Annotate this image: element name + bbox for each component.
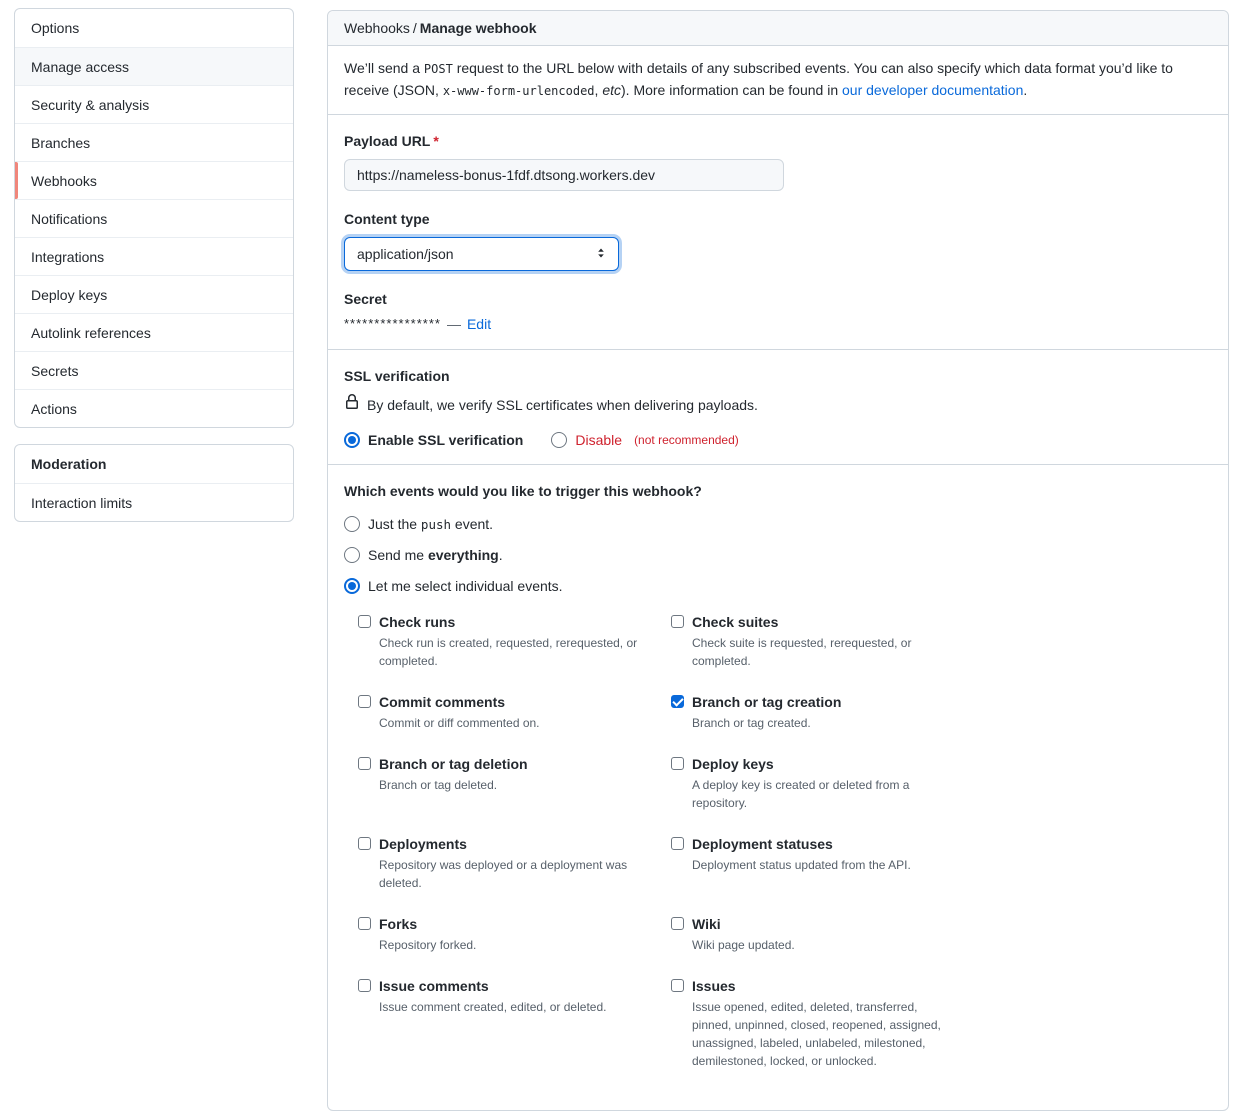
webhook-intro-text: We’ll send a POST request to the URL below with details of any subscribed events. You can also specify which data format you’d like to receive (JSON, x-www-form-urlencoded, etc). More information can be found in our developer documentation. xyxy=(344,60,1173,98)
forks-checkbox[interactable] xyxy=(358,917,371,930)
event-item-check-suites xyxy=(671,612,984,670)
events-option-everything[interactable] xyxy=(344,547,1212,563)
event-description: Issue comment created, edited, or deleted. xyxy=(379,1000,607,1014)
secret-value-row xyxy=(344,315,1212,333)
event-label[interactable]: Forks xyxy=(379,916,418,932)
event-label[interactable]: Check suites xyxy=(692,614,779,630)
moderation-nav-box xyxy=(14,444,294,522)
page-title: Manage webhook xyxy=(419,20,537,36)
ssl-verification-section xyxy=(328,350,1228,465)
ssl-verification-title: SSL verification xyxy=(344,368,450,384)
event-item-deployment-statuses xyxy=(671,834,984,874)
ssl-disable-note: (not recommended) xyxy=(634,433,739,447)
settings-nav-box xyxy=(14,8,294,428)
breadcrumb-webhooks-link[interactable]: Webhooks xyxy=(344,20,410,36)
sidebar-item-interaction-limits[interactable]: Interaction limits xyxy=(15,483,293,521)
branch-tag-deletion-checkbox[interactable] xyxy=(358,757,371,770)
event-item-check-runs xyxy=(358,612,671,670)
event-description: Wiki page updated. xyxy=(692,938,795,952)
wiki-checkbox[interactable] xyxy=(671,917,684,930)
ssl-radio-group xyxy=(344,432,1212,448)
events-individual-label[interactable]: Let me select individual events. xyxy=(368,578,563,594)
ssl-disable-option[interactable] xyxy=(551,432,738,448)
sidebar-item-webhooks[interactable]: Webhooks xyxy=(15,161,293,199)
etc-italic: etc xyxy=(602,82,621,98)
ssl-verification-note: By default, we verify SSL certificates when delivering payloads. xyxy=(344,394,1212,416)
secret-edit-link[interactable]: Edit xyxy=(466,316,492,332)
ssl-enable-radio[interactable] xyxy=(344,432,360,448)
payload-url-input[interactable] xyxy=(344,159,784,191)
event-description: Branch or tag created. xyxy=(692,716,811,730)
event-label[interactable]: Branch or tag deletion xyxy=(379,756,528,772)
content-type-selected-value: application/json xyxy=(357,246,454,262)
event-description: Issue opened, edited, deleted, transferred, pinned, unpinned, closed, reopened, assigned, unassigned, labeled, unlabeled, milestoned, demilestoned, locked, or unlocked. xyxy=(692,1000,941,1068)
ssl-disable-label[interactable]: Disable xyxy=(575,432,623,448)
sidebar-item-notifications[interactable]: Notifications xyxy=(15,199,293,237)
event-label[interactable]: Check runs xyxy=(379,614,456,630)
event-item-commit-comments xyxy=(358,692,671,732)
sidebar-item-autolink-references[interactable]: Autolink references xyxy=(15,313,293,351)
lock-icon xyxy=(344,394,360,416)
ssl-enable-option[interactable] xyxy=(344,432,523,448)
ssl-enable-label[interactable]: Enable SSL verification xyxy=(368,432,524,448)
secret-separator: — xyxy=(446,316,461,332)
sidebar-item-branches[interactable]: Branches xyxy=(15,123,293,161)
event-item-forks xyxy=(358,914,671,954)
code-urlencoded: x-www-form-urlencoded xyxy=(442,84,595,98)
issues-checkbox[interactable] xyxy=(671,979,684,992)
sidebar-item-secrets[interactable]: Secrets xyxy=(15,351,293,389)
events-option-push[interactable] xyxy=(344,516,1212,532)
events-question: Which events would you like to trigger this webhook? xyxy=(344,483,702,499)
event-label[interactable]: Wiki xyxy=(692,916,721,932)
content-type-select[interactable] xyxy=(344,237,619,271)
event-label[interactable]: Branch or tag creation xyxy=(692,694,842,710)
events-individual-radio[interactable] xyxy=(344,578,360,594)
branch-tag-creation-checkbox[interactable] xyxy=(671,695,684,708)
event-description: Commit or diff commented on. xyxy=(379,716,540,730)
deployment-statuses-checkbox[interactable] xyxy=(671,837,684,850)
event-item-branch-tag-creation xyxy=(671,692,984,732)
deployments-checkbox[interactable] xyxy=(358,837,371,850)
content-type-label: Content type xyxy=(344,211,430,227)
webhook-intro-section xyxy=(328,46,1228,115)
settings-sidebar xyxy=(14,8,294,522)
code-post: POST xyxy=(423,62,453,76)
check-runs-checkbox[interactable] xyxy=(358,615,371,628)
event-label[interactable]: Issue comments xyxy=(379,978,489,994)
issue-comments-checkbox[interactable] xyxy=(358,979,371,992)
developer-documentation-link[interactable]: our developer documentation xyxy=(842,82,1024,98)
commit-comments-checkbox[interactable] xyxy=(358,695,371,708)
payload-url-label: Payload URL * xyxy=(344,133,439,149)
event-item-deploy-keys xyxy=(671,754,984,812)
event-description: Check run is created, requested, rerequested, or completed. xyxy=(379,636,638,668)
events-option-individual[interactable] xyxy=(344,578,1212,594)
secret-label: Secret xyxy=(344,291,387,307)
events-push-label[interactable]: Just the push event. xyxy=(368,516,494,532)
sidebar-item-integrations[interactable]: Integrations xyxy=(15,237,293,275)
deploy-keys-checkbox[interactable] xyxy=(671,757,684,770)
webhook-events-section xyxy=(328,465,1228,1110)
event-label[interactable]: Deployments xyxy=(379,836,467,852)
sidebar-item-manage-access[interactable]: Manage access xyxy=(15,47,293,85)
event-label[interactable]: Commit comments xyxy=(379,694,506,710)
event-item-issue-comments xyxy=(358,976,671,1016)
sidebar-item-actions[interactable]: Actions xyxy=(15,389,293,427)
event-item-branch-tag-deletion xyxy=(358,754,671,794)
event-description: Repository forked. xyxy=(379,938,477,952)
events-everything-radio[interactable] xyxy=(344,547,360,563)
moderation-section-header: Moderation xyxy=(31,456,107,472)
required-asterisk: * xyxy=(433,133,439,149)
event-item-wiki xyxy=(671,914,984,954)
sidebar-item-deploy-keys[interactable]: Deploy keys xyxy=(15,275,293,313)
event-label[interactable]: Deploy keys xyxy=(692,756,774,772)
breadcrumb-separator: / xyxy=(412,20,417,36)
events-push-radio[interactable] xyxy=(344,516,360,532)
code-push: push xyxy=(420,517,452,532)
sidebar-item-options[interactable]: Options xyxy=(31,20,80,36)
secret-masked-value: **************** xyxy=(344,316,441,331)
event-description: Deployment status updated from the API. xyxy=(692,858,911,872)
manage-webhook-panel xyxy=(327,10,1229,1111)
check-suites-checkbox[interactable] xyxy=(671,615,684,628)
event-item-issues xyxy=(671,976,984,1070)
event-description: Branch or tag deleted. xyxy=(379,778,498,792)
ssl-disable-radio[interactable] xyxy=(551,432,567,448)
event-item-deployments xyxy=(358,834,671,892)
breadcrumb xyxy=(328,11,1228,46)
event-description: Repository was deployed or a deployment was deleted. xyxy=(379,858,628,890)
up-down-caret-icon xyxy=(594,246,608,263)
event-description: Check suite is requested, rerequested, or completed. xyxy=(692,636,912,668)
event-checkbox-grid xyxy=(358,612,1212,1070)
event-label[interactable]: Issues xyxy=(692,978,736,994)
event-description: A deploy key is created or deleted from a repository. xyxy=(692,778,910,810)
webhook-form-section xyxy=(328,115,1228,350)
events-everything-label[interactable]: Send me everything. xyxy=(368,547,503,563)
sidebar-item-security-analysis[interactable]: Security & analysis xyxy=(15,85,293,123)
event-label[interactable]: Deployment statuses xyxy=(692,836,833,852)
